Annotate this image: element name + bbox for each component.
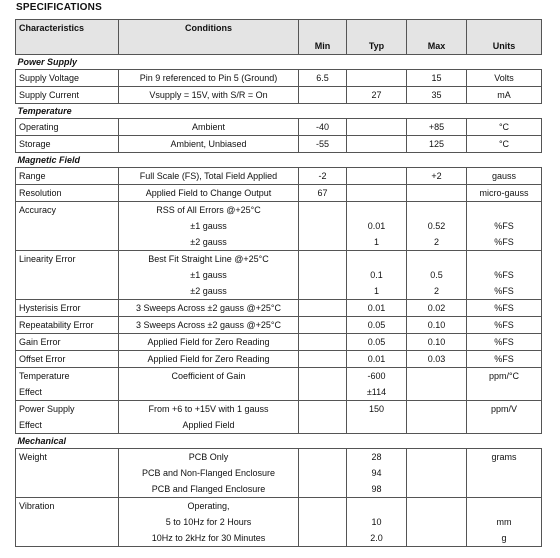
units-cell bbox=[467, 185, 542, 202]
min-cell bbox=[299, 168, 347, 185]
max-line bbox=[410, 401, 463, 417]
min-line bbox=[302, 87, 343, 103]
section-title: Magnetic Field bbox=[16, 153, 542, 168]
characteristic-cell bbox=[16, 498, 119, 547]
conditions-line: Vsupply = 15V, with S/R = On bbox=[149, 90, 268, 100]
typ-line bbox=[350, 185, 403, 201]
conditions-cell bbox=[119, 368, 299, 401]
max-cell bbox=[407, 136, 467, 153]
max-cell bbox=[407, 351, 467, 368]
header-typ: Typ bbox=[347, 20, 407, 55]
min-line bbox=[302, 317, 343, 333]
typ-line: 0.05 bbox=[367, 320, 386, 330]
conditions-line: Applied Field for Zero Reading bbox=[147, 337, 270, 347]
conditions-line: ±2 gauss bbox=[190, 286, 227, 296]
units-line: %FS bbox=[494, 303, 514, 313]
section-row bbox=[16, 55, 542, 70]
typ-line: 1 bbox=[373, 237, 379, 247]
max-cell bbox=[407, 70, 467, 87]
typ-line: 0.05 bbox=[367, 337, 386, 347]
conditions-line: ±2 gauss bbox=[190, 237, 227, 247]
header-characteristics: Characteristics bbox=[16, 20, 119, 55]
max-line: 2 bbox=[433, 237, 439, 247]
typ-cell bbox=[347, 87, 407, 104]
typ-line bbox=[350, 251, 403, 267]
max-cell bbox=[407, 334, 467, 351]
min-cell bbox=[299, 251, 347, 300]
header-min: Min bbox=[299, 20, 347, 55]
units-line: %FS bbox=[494, 221, 514, 231]
typ-line: 1 bbox=[373, 286, 379, 296]
units-line: %FS bbox=[494, 337, 514, 347]
conditions-line: ±1 gauss bbox=[190, 221, 227, 231]
max-line bbox=[410, 465, 463, 481]
characteristic-line: Offset Error bbox=[19, 354, 66, 364]
conditions-cell bbox=[119, 317, 299, 334]
min-line bbox=[302, 202, 343, 218]
typ-line: 2.0 bbox=[370, 533, 383, 543]
characteristic-line: Supply Voltage bbox=[19, 73, 80, 83]
characteristic-line: Weight bbox=[19, 452, 47, 462]
conditions-cell bbox=[119, 202, 299, 251]
units-line bbox=[470, 251, 538, 267]
min-cell bbox=[299, 87, 347, 104]
typ-cell bbox=[347, 449, 407, 498]
typ-line: 0.01 bbox=[367, 354, 386, 364]
table-row bbox=[16, 202, 542, 251]
units-line: g bbox=[501, 533, 507, 543]
typ-line: 10 bbox=[371, 517, 382, 527]
conditions-cell bbox=[119, 87, 299, 104]
max-cell bbox=[407, 185, 467, 202]
min-line bbox=[302, 401, 343, 417]
units-line: ppm/°C bbox=[488, 371, 520, 381]
min-line bbox=[302, 481, 343, 497]
table-row bbox=[16, 317, 542, 334]
units-cell bbox=[467, 202, 542, 251]
characteristic-line: Effect bbox=[19, 420, 42, 430]
conditions-cell bbox=[119, 185, 299, 202]
max-line bbox=[410, 481, 463, 497]
typ-line: -600 bbox=[367, 371, 386, 381]
max-line: 125 bbox=[428, 139, 445, 149]
characteristic-line bbox=[19, 514, 115, 530]
characteristic-line bbox=[19, 267, 115, 283]
characteristic-line: Storage bbox=[19, 139, 51, 149]
typ-line: ±114 bbox=[366, 387, 387, 397]
max-line: 2 bbox=[433, 286, 439, 296]
conditions-line bbox=[122, 384, 295, 400]
min-cell bbox=[299, 136, 347, 153]
typ-cell bbox=[347, 300, 407, 317]
min-cell bbox=[299, 401, 347, 434]
min-line bbox=[302, 234, 343, 250]
typ-cell bbox=[347, 168, 407, 185]
table-row bbox=[16, 87, 542, 104]
characteristic-line: Power Supply bbox=[19, 404, 75, 414]
typ-cell bbox=[347, 119, 407, 136]
section-row bbox=[16, 153, 542, 168]
characteristic-cell bbox=[16, 119, 119, 136]
min-cell bbox=[299, 334, 347, 351]
max-line bbox=[410, 498, 463, 514]
max-cell bbox=[407, 401, 467, 434]
units-line bbox=[470, 498, 538, 514]
characteristic-line: Accuracy bbox=[19, 205, 57, 215]
max-cell bbox=[407, 251, 467, 300]
units-cell bbox=[467, 251, 542, 300]
min-line bbox=[302, 384, 343, 400]
conditions-line: Ambient, Unbiased bbox=[170, 139, 247, 149]
characteristic-cell bbox=[16, 70, 119, 87]
min-cell bbox=[299, 300, 347, 317]
min-cell bbox=[299, 351, 347, 368]
characteristic-line: Resolution bbox=[19, 188, 62, 198]
min-cell bbox=[299, 498, 347, 547]
table-row bbox=[16, 334, 542, 351]
characteristic-cell bbox=[16, 185, 119, 202]
conditions-line: Pin 9 referenced to Pin 5 (Ground) bbox=[139, 73, 278, 83]
min-line bbox=[302, 283, 343, 299]
conditions-line: From +6 to +15V with 1 gauss bbox=[148, 404, 269, 414]
min-line bbox=[302, 251, 343, 267]
typ-cell bbox=[347, 202, 407, 251]
max-line bbox=[410, 185, 463, 201]
typ-line: 0.01 bbox=[367, 303, 386, 313]
characteristic-line: Operating bbox=[19, 122, 59, 132]
typ-cell bbox=[347, 334, 407, 351]
typ-cell bbox=[347, 317, 407, 334]
max-cell bbox=[407, 368, 467, 401]
typ-line: 94 bbox=[371, 468, 382, 478]
typ-line bbox=[350, 498, 403, 514]
units-cell bbox=[467, 351, 542, 368]
min-line: -55 bbox=[315, 139, 329, 149]
units-line bbox=[470, 417, 538, 433]
max-line bbox=[410, 202, 463, 218]
min-line bbox=[302, 368, 343, 384]
table-row bbox=[16, 168, 542, 185]
units-cell bbox=[467, 317, 542, 334]
max-line bbox=[410, 368, 463, 384]
units-line: ppm/V bbox=[490, 404, 517, 414]
units-line bbox=[470, 465, 538, 481]
units-line: °C bbox=[498, 139, 510, 149]
section-row bbox=[16, 434, 542, 449]
conditions-line: 10Hz to 2kHz for 30 Minutes bbox=[151, 533, 266, 543]
conditions-line: Ambient bbox=[191, 122, 226, 132]
table-row bbox=[16, 351, 542, 368]
characteristic-line bbox=[19, 218, 115, 234]
max-line: +85 bbox=[428, 122, 445, 132]
characteristic-cell bbox=[16, 351, 119, 368]
characteristic-cell bbox=[16, 87, 119, 104]
conditions-cell bbox=[119, 498, 299, 547]
typ-line bbox=[350, 70, 403, 86]
units-cell bbox=[467, 498, 542, 547]
min-cell bbox=[299, 185, 347, 202]
conditions-cell bbox=[119, 70, 299, 87]
min-line bbox=[302, 417, 343, 433]
units-cell bbox=[467, 300, 542, 317]
units-line bbox=[470, 202, 538, 218]
conditions-line: 3 Sweeps Across ±2 gauss @+25°C bbox=[136, 303, 281, 313]
typ-line bbox=[350, 119, 403, 135]
min-cell bbox=[299, 70, 347, 87]
typ-line bbox=[350, 136, 403, 152]
typ-line: 28 bbox=[371, 452, 382, 462]
units-line: %FS bbox=[494, 320, 514, 330]
conditions-line: ±1 gauss bbox=[190, 270, 227, 280]
max-cell bbox=[407, 449, 467, 498]
characteristic-cell bbox=[16, 401, 119, 434]
typ-line: 150 bbox=[368, 404, 385, 414]
typ-cell bbox=[347, 368, 407, 401]
units-line: %FS bbox=[494, 354, 514, 364]
characteristic-cell bbox=[16, 368, 119, 401]
max-cell bbox=[407, 87, 467, 104]
units-cell bbox=[467, 87, 542, 104]
characteristic-line: Effect bbox=[19, 387, 42, 397]
min-line bbox=[302, 218, 343, 234]
min-line: -2 bbox=[318, 171, 327, 181]
max-line: 0.10 bbox=[427, 320, 446, 330]
characteristic-line bbox=[19, 481, 115, 497]
table-row bbox=[16, 251, 542, 300]
max-line: 0.10 bbox=[427, 337, 446, 347]
characteristic-line: Supply Current bbox=[19, 90, 80, 100]
units-line: mm bbox=[496, 517, 512, 527]
header-max: Max bbox=[407, 20, 467, 55]
min-line bbox=[302, 351, 343, 367]
conditions-cell bbox=[119, 136, 299, 153]
units-cell bbox=[467, 449, 542, 498]
max-line: 0.5 bbox=[430, 270, 443, 280]
table-row bbox=[16, 185, 542, 202]
characteristic-cell bbox=[16, 300, 119, 317]
typ-cell bbox=[347, 251, 407, 300]
max-cell bbox=[407, 300, 467, 317]
max-line: 0.52 bbox=[427, 221, 446, 231]
characteristic-cell bbox=[16, 317, 119, 334]
header-row bbox=[16, 20, 542, 55]
characteristic-line: Repeatability Error bbox=[19, 320, 94, 330]
min-line bbox=[302, 498, 343, 514]
characteristic-line: Vibration bbox=[19, 501, 55, 511]
conditions-cell bbox=[119, 251, 299, 300]
units-line: %FS bbox=[494, 286, 514, 296]
section-title: Mechanical bbox=[16, 434, 542, 449]
table-row bbox=[16, 300, 542, 317]
conditions-line: Applied Field bbox=[182, 420, 235, 430]
characteristic-line bbox=[19, 283, 115, 299]
units-line: grams bbox=[491, 452, 517, 462]
max-line bbox=[410, 384, 463, 400]
units-cell bbox=[467, 136, 542, 153]
units-line: micro-gauss bbox=[479, 188, 529, 198]
max-line bbox=[410, 417, 463, 433]
table-row bbox=[16, 401, 542, 434]
units-line: %FS bbox=[494, 237, 514, 247]
characteristic-line bbox=[19, 234, 115, 250]
conditions-line: Operating, bbox=[187, 501, 230, 511]
typ-line bbox=[350, 168, 403, 184]
page-title: SPECIFICATIONS bbox=[16, 2, 102, 13]
conditions-cell bbox=[119, 334, 299, 351]
min-line: 6.5 bbox=[316, 73, 329, 83]
typ-line: 98 bbox=[371, 484, 382, 494]
typ-cell bbox=[347, 498, 407, 547]
conditions-cell bbox=[119, 401, 299, 434]
min-line bbox=[302, 449, 343, 465]
units-line bbox=[470, 384, 538, 400]
units-cell bbox=[467, 70, 542, 87]
typ-cell bbox=[347, 136, 407, 153]
table-row bbox=[16, 70, 542, 87]
characteristic-line: Gain Error bbox=[19, 337, 61, 347]
units-line: mA bbox=[497, 90, 511, 100]
units-cell bbox=[467, 168, 542, 185]
min-cell bbox=[299, 368, 347, 401]
typ-cell bbox=[347, 351, 407, 368]
typ-line: 0.01 bbox=[367, 221, 386, 231]
characteristic-cell bbox=[16, 202, 119, 251]
units-cell bbox=[467, 401, 542, 434]
units-cell bbox=[467, 119, 542, 136]
section-row bbox=[16, 104, 542, 119]
table-row bbox=[16, 498, 542, 547]
header-units: Units bbox=[467, 20, 542, 55]
conditions-line: Full Scale (FS), Total Field Applied bbox=[139, 171, 278, 181]
characteristic-line: Temperature bbox=[19, 371, 70, 381]
characteristic-line bbox=[19, 465, 115, 481]
max-line bbox=[410, 251, 463, 267]
max-line: 35 bbox=[431, 90, 442, 100]
typ-line: 0.1 bbox=[370, 270, 383, 280]
characteristic-cell bbox=[16, 449, 119, 498]
characteristic-line: Range bbox=[19, 171, 46, 181]
units-line: %FS bbox=[494, 270, 514, 280]
max-cell bbox=[407, 119, 467, 136]
typ-cell bbox=[347, 401, 407, 434]
typ-line bbox=[350, 202, 403, 218]
max-cell bbox=[407, 202, 467, 251]
min-line bbox=[302, 530, 343, 546]
conditions-line: 3 Sweeps Across ±2 gauss @+25°C bbox=[136, 320, 281, 330]
min-line bbox=[302, 267, 343, 283]
max-line: 15 bbox=[431, 73, 442, 83]
conditions-line: Applied Field to Change Output bbox=[145, 188, 272, 198]
section-title: Temperature bbox=[16, 104, 542, 119]
min-line bbox=[302, 514, 343, 530]
table-row bbox=[16, 119, 542, 136]
conditions-line: Best Fit Straight Line @+25°C bbox=[148, 254, 269, 264]
min-line bbox=[302, 465, 343, 481]
max-line bbox=[410, 514, 463, 530]
typ-line: 27 bbox=[371, 90, 382, 100]
units-line bbox=[470, 481, 538, 497]
characteristic-cell bbox=[16, 168, 119, 185]
conditions-line: PCB and Flanged Enclosure bbox=[151, 484, 266, 494]
max-cell bbox=[407, 317, 467, 334]
max-cell bbox=[407, 498, 467, 547]
min-line: 67 bbox=[317, 188, 328, 198]
conditions-cell bbox=[119, 351, 299, 368]
min-line bbox=[302, 300, 343, 316]
max-cell bbox=[407, 168, 467, 185]
typ-line bbox=[350, 417, 403, 433]
section-title: Power Supply bbox=[16, 55, 542, 70]
characteristic-cell bbox=[16, 251, 119, 300]
characteristic-line: Linearity Error bbox=[19, 254, 76, 264]
conditions-line: Coefficient of Gain bbox=[171, 371, 246, 381]
units-cell bbox=[467, 368, 542, 401]
conditions-cell bbox=[119, 168, 299, 185]
conditions-line: 5 to 10Hz for 2 Hours bbox=[165, 517, 252, 527]
characteristic-cell bbox=[16, 136, 119, 153]
min-line: -40 bbox=[315, 122, 329, 132]
units-line: °C bbox=[498, 122, 510, 132]
max-line bbox=[410, 449, 463, 465]
min-cell bbox=[299, 317, 347, 334]
conditions-line: RSS of All Errors @+25°C bbox=[156, 205, 261, 215]
max-line: 0.02 bbox=[427, 303, 446, 313]
characteristic-cell bbox=[16, 334, 119, 351]
specifications-table bbox=[15, 19, 542, 547]
conditions-cell bbox=[119, 119, 299, 136]
table-row bbox=[16, 136, 542, 153]
max-line bbox=[410, 530, 463, 546]
typ-cell bbox=[347, 185, 407, 202]
min-cell bbox=[299, 119, 347, 136]
table-row bbox=[16, 449, 542, 498]
units-line: gauss bbox=[491, 171, 517, 181]
conditions-cell bbox=[119, 300, 299, 317]
max-line: +2 bbox=[431, 171, 442, 181]
max-line: 0.03 bbox=[427, 354, 446, 364]
conditions-line: Applied Field for Zero Reading bbox=[147, 354, 270, 364]
conditions-line: PCB and Non-Flanged Enclosure bbox=[141, 468, 276, 478]
min-cell bbox=[299, 202, 347, 251]
header-conditions: Conditions bbox=[119, 20, 299, 55]
typ-cell bbox=[347, 70, 407, 87]
characteristic-line: Hysterisis Error bbox=[19, 303, 81, 313]
units-line: Volts bbox=[494, 73, 514, 83]
min-line bbox=[302, 334, 343, 350]
table-row bbox=[16, 368, 542, 401]
conditions-cell bbox=[119, 449, 299, 498]
characteristic-line bbox=[19, 530, 115, 546]
conditions-line: PCB Only bbox=[188, 452, 229, 462]
units-cell bbox=[467, 334, 542, 351]
min-cell bbox=[299, 449, 347, 498]
